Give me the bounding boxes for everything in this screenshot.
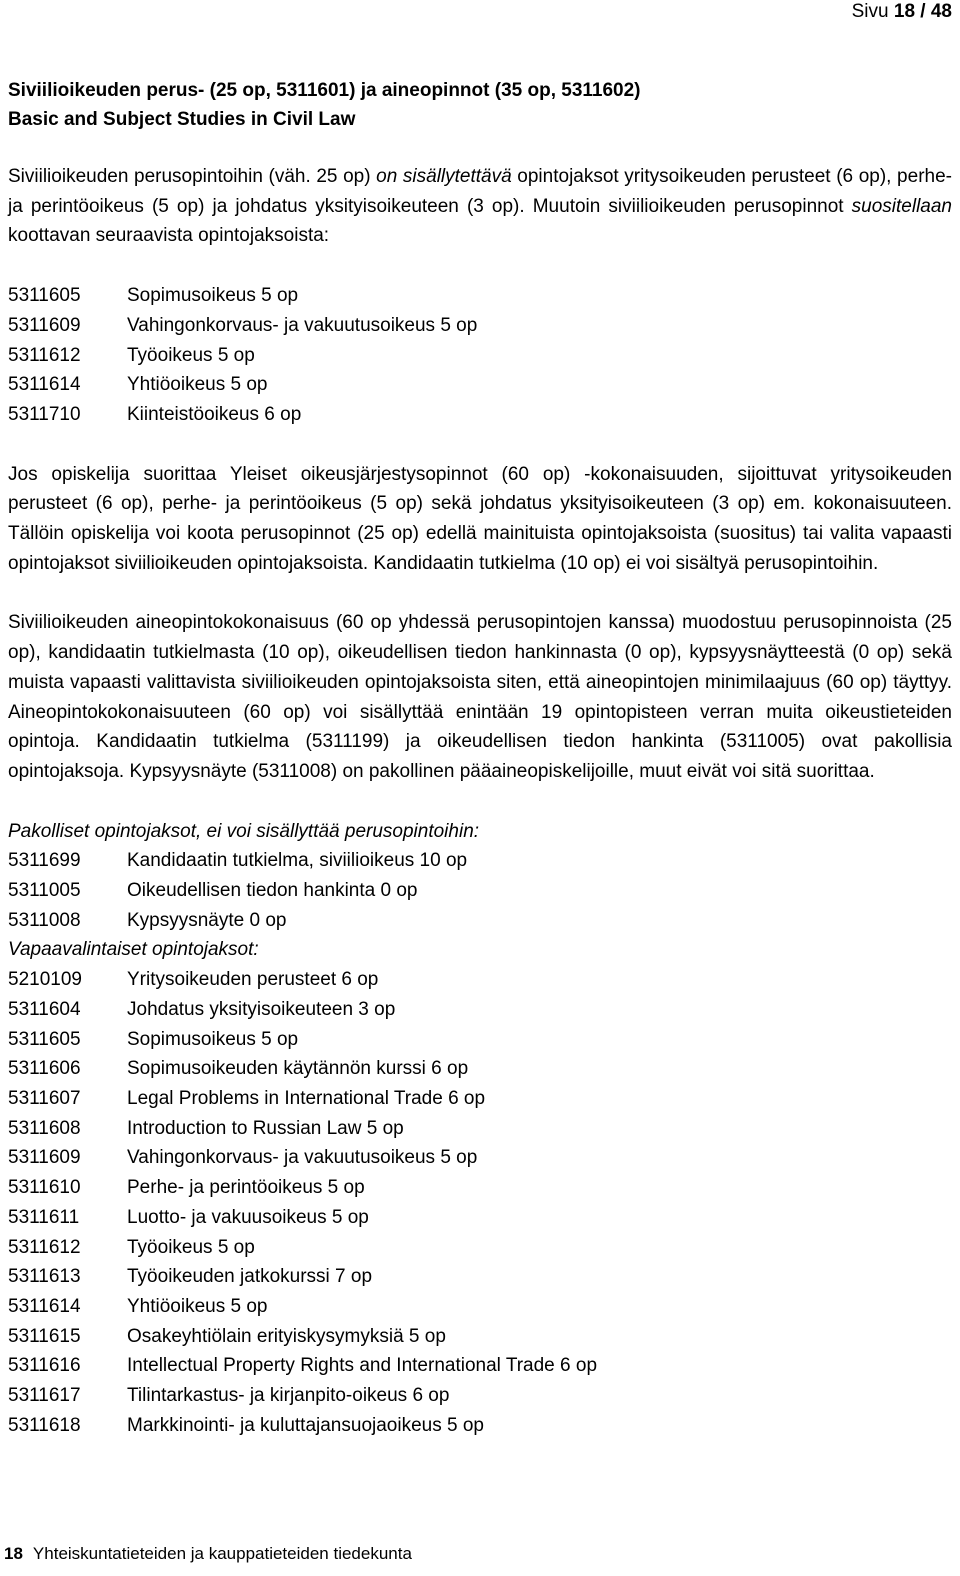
course-row [8,341,952,371]
course-row [8,995,952,1025]
course-code: 5311008 [8,909,81,931]
page-footer [4,1544,412,1564]
course-name: Oikeudellisen tiedon hankinta 0 op [127,880,418,902]
course-code: 5210109 [8,969,82,991]
title-line-2: Basic and Subject Studies in Civil Law [8,109,356,130]
course-code: 5311610 [8,1177,81,1199]
course-row [8,1054,952,1084]
course-code: 5311607 [8,1087,81,1109]
course-name: Kiinteistöoikeus 6 op [127,403,302,425]
footer-page-number: 18 [4,1544,23,1563]
course-code: 5311005 [8,880,81,902]
course-name: Legal Problems in International Trade 6 op [127,1087,486,1109]
footer-faculty: Yhteiskuntatieteiden ja kauppatieteiden tiedekunta [32,1544,412,1563]
course-code: 5311699 [8,850,81,872]
course-code: 5311612 [8,1236,81,1258]
course-code: 5311605 [8,285,81,307]
course-row [8,1292,952,1322]
course-name: Sopimusoikeus 5 op [127,1028,299,1050]
course-row [8,1322,952,1352]
mandatory-course-list [8,846,952,935]
paragraph-general-studies: Jos opiskelija suorittaa Yleiset oikeusjärjestysopinnot (60 op) -kokonaisuuden, sijoittuvat yritysoikeuden perusteet (6 op), perhe- ja perintöoikeus (5 op) sekä johdatus yksityisoikeuteen (3 op) em. kokonaisuuteen. Tällöin opiskelija voi koota perusopinnot (25 op) edellä mainituista opintojaksoista (suositus) tai valita vapaasti opintojaksot siviilioikeuden opintojaksoista. Kandidaatin tutkielma (10 op) ei voi sisältyä perusopintoihin. [8,463,952,574]
course-name: Introduction to Russian Law 5 op [127,1117,404,1139]
optional-heading: Vapaavalintaiset opintojaksot: [8,939,259,961]
course-row [8,1262,952,1292]
course-code: 5311605 [8,1028,81,1050]
course-name: Johdatus yksityisoikeuteen 3 op [127,998,396,1020]
intro-text-3: koottavan seuraavista opintojaksoista: [8,225,330,247]
course-row [8,906,952,936]
course-name: Työoikeus 5 op [127,344,255,366]
course-row [8,1351,952,1381]
course-name: Vahingonkorvaus- ja vakuutusoikeus 5 op [127,1147,478,1169]
course-code: 5311606 [8,1058,81,1080]
page-label: Sivu [851,1,894,22]
course-code: 5311614 [8,1295,81,1317]
course-row [8,1114,952,1144]
course-row [8,1203,952,1233]
course-name: Tilintarkastus- ja kirjanpito-oikeus 6 op [127,1385,450,1407]
course-code: 5311614 [8,374,81,396]
course-row [8,311,952,341]
course-code: 5311609 [8,1147,81,1169]
course-code: 5311608 [8,1117,81,1139]
course-name: Intellectual Property Rights and International Trade 6 op [127,1355,598,1377]
course-code: 5311616 [8,1355,81,1377]
course-name: Yhtiöoikeus 5 op [127,374,268,396]
intro-emphasis-2: suositellaan [851,195,952,217]
course-name: Työoikeuden jatkokurssi 7 op [127,1266,373,1288]
course-code: 5311617 [8,1385,81,1407]
course-row [8,370,952,400]
intro-text-1: Siviilioikeuden perusopintoihin (väh. 25 op) [8,166,377,187]
course-row [8,1381,952,1411]
course-row [8,1411,952,1441]
course-name: Yhtiöoikeus 5 op [127,1295,268,1317]
course-code: 5311604 [8,998,81,1020]
course-row [8,965,952,995]
course-name: Perhe- ja perintöoikeus 5 op [127,1177,365,1199]
course-name: Sopimusoikeus 5 op [127,285,299,307]
paragraph-subject-studies: Siviilioikeuden aineopintokokonaisuus (60 op yhdessä perusopintojen kanssa) muodostuu perusopinnoista (25 op), kandidaatin tutkielmasta (10 op), oikeudellisen tiedon hankinnasta (0 op), kypsyysnäytteestä (0 op) sekä muista vapaasti valittavista siviilioikeuden opintojaksoista siten, että aineopintojen minimilaajuus (60 op) täyttyy. Aineopintokokonaisuuteen (60 op) voi sisällyttää enintään 19 opintopisteen verran muita oikeustieteiden opintoja. Kandidaatin tutkielma (5311199) ja oikeudellisen tiedon hankinta (5311005) ovat pakollisia opintojaksoja. Kypsyysnäyte (5311008) on pakollinen pääaineopiskelijoille, muut eivät voi sitä suorittaa. [8,612,952,782]
course-code: 5311612 [8,344,81,366]
course-row [8,846,952,876]
course-row [8,1025,952,1055]
course-name: Vahingonkorvaus- ja vakuutusoikeus 5 op [127,314,478,336]
course-row [8,1143,952,1173]
course-name: Markkinointi- ja kuluttajansuojaoikeus 5 op [127,1414,484,1436]
course-code: 5311618 [8,1414,81,1436]
page-number [852,1,952,23]
intro-text-2: opintojaksot yritysoikeuden perusteet (6 op), perhe- ja perintöoikeus (5 op) ja johdatus yksityisoikeuteen (3 op). Muutoin siviilioikeuden perusopinnot [8,166,952,217]
course-code: 5311710 [8,403,81,425]
course-code: 5311615 [8,1325,81,1347]
course-row [8,1173,952,1203]
course-name: Luotto- ja vakuusoikeus 5 op [127,1206,369,1228]
title-line-1: Siviilioikeuden perus- (25 op, 5311601) ja aineopinnot (35 op, 5311602) [8,80,641,101]
course-name: Kandidaatin tutkielma, siviilioikeus 10 op [127,850,468,872]
course-row [8,1084,952,1114]
course-row [8,1233,952,1263]
page-separator: / [915,1,931,22]
course-code: 5311613 [8,1266,81,1288]
course-row [8,281,952,311]
course-code: 5311611 [8,1206,80,1228]
course-row [8,400,952,430]
course-name: Sopimusoikeuden käytännön kurssi 6 op [127,1058,469,1080]
page-total: 48 [930,1,952,22]
course-name: Yritysoikeuden perusteet 6 op [127,969,379,991]
recommended-course-list [8,281,952,430]
page-title [8,76,952,134]
course-code: 5311609 [8,314,81,336]
course-name: Työoikeus 5 op [127,1236,255,1258]
course-name: Osakeyhtiölain erityiskysymyksiä 5 op [127,1325,446,1347]
course-row [8,876,952,906]
intro-paragraph [8,162,952,251]
intro-emphasis-1: on sisällytettävä [376,166,512,187]
optional-course-list [8,965,952,1440]
page-current: 18 [893,1,916,22]
document-body [8,76,952,1440]
course-name: Kypsyysnäyte 0 op [127,909,287,931]
mandatory-heading: Pakolliset opintojaksot, ei voi sisällyttää perusopintoihin: [8,820,480,842]
